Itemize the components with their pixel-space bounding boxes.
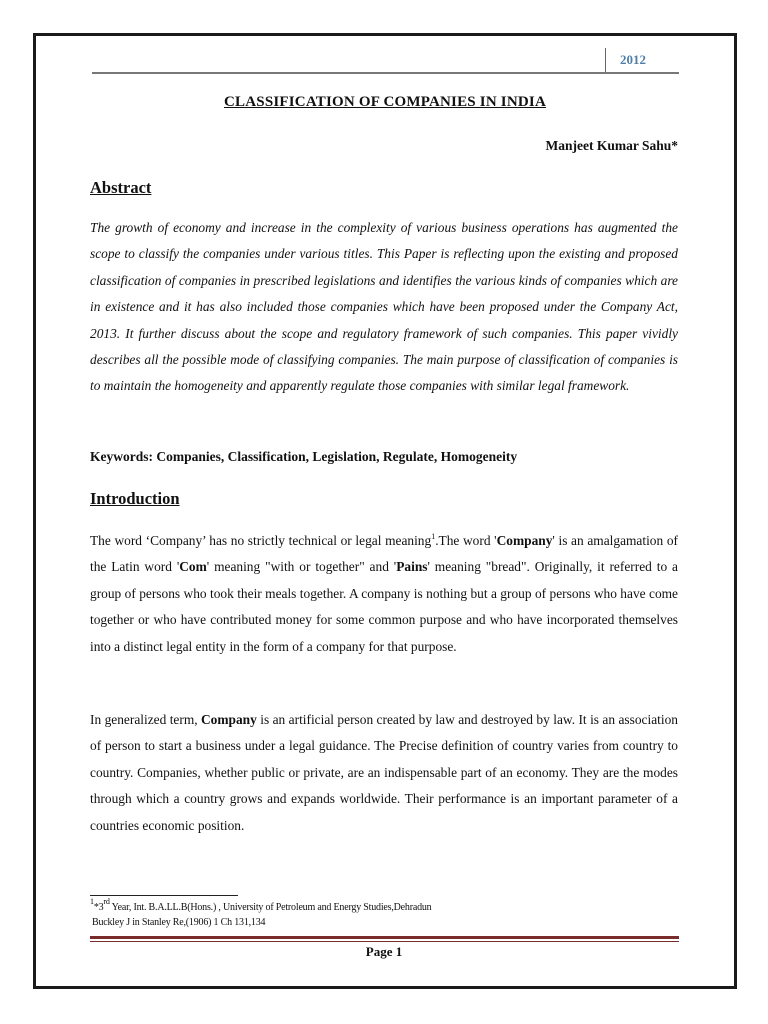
footnote-separator [90,895,238,896]
footnote-2: Buckley J in Stanley Re,(1906) 1 Ch 131,134 [92,917,266,928]
abstract-text: The growth of economy and increase in the complexity of various business operations has augmented the scope to classify the companies under various titles. This Paper is reflecting upon the existing and proposed classification of companies in prescribed legislations and identifies the various kinds of companies which are in existence and it has also included those companies which have been proposed under the Company Act, 2013. It further discuss about the scope and regulatory framework of such companies. This paper vividly describes all the possible mode of classifying companies. The main purpose of classification of companies is to maintain the homogeneity and apparently regulate those companies with similar legal framework. [90,220,678,394]
header-year: 2012 [605,48,666,72]
abstract-heading: Abstract [90,178,152,197]
header-rule [92,72,679,74]
footer-rule [90,936,679,939]
intro-paragraph-2: In generalized term, Company is an artificial person created by law and destroyed by law. It is an association of person to start a business under a legal guidance. The Precise definition of country varies from country to country. Companies, whether public or private, are an indispensable part of an economy. They are the modes through which a country grows and expands worldwide. Their performance is an important parameter of a countries economic position. [90,712,678,833]
intro-paragraph-1: The word ‘Company’ has no strictly technical or legal meaning$^1$.The word 'Company' is an amalgamation of the Latin word 'Com' meaning "with or together" and 'Pains' meaning "bread". Originally, it referred to a group of persons who took their meals together. A company is nothing but a group of persons who have come together or who have contributed money for some common purpose and who have incorporated themselves into a distinct legal entity in the form of a company for that purpose. [90,532,678,654]
author-name: Manjeet Kumar Sahu* [545,138,678,153]
introduction-heading: Introduction [90,489,180,508]
footer-rule-thin [90,941,679,942]
keywords: Keywords: Companies, Classification, Legislation, Regulate, Homogeneity [90,449,518,464]
paper-title: CLASSIFICATION OF COMPANIES IN INDIA [224,94,546,110]
page-number: Page 1 [365,944,403,959]
footnote-ref: 1 [431,532,436,541]
footnote-1: $^1$*3rd Year, Int. B.A.LL.B(Hons.) , University of Petroleum and Energy Studies,Dehradun [90,897,432,913]
page-border [33,33,737,989]
